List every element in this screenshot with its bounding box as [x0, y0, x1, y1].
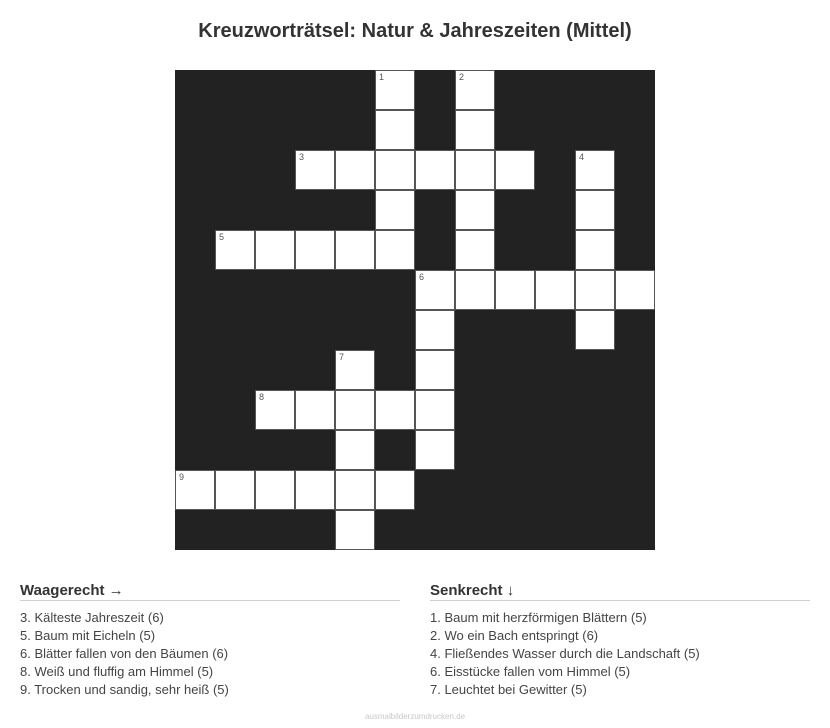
crossword-cell[interactable]	[575, 230, 615, 270]
across-clue: 8. Weiß und fluffig am Himmel (5)	[20, 664, 214, 679]
page-title: Kreuzworträtsel: Natur & Jahreszeiten (Mittel)	[198, 20, 632, 42]
down-clue: 7. Leuchtet bei Gewitter (5)	[430, 682, 587, 697]
crossword-cell[interactable]	[575, 190, 615, 230]
clue-number: 8	[259, 392, 265, 402]
clue-number: 1	[379, 72, 385, 82]
clue-number: 5	[219, 232, 225, 242]
across-clue: 9. Trocken und sandig, sehr heiß (5)	[20, 682, 229, 697]
crossword-cell[interactable]	[455, 70, 495, 110]
crossword-cell[interactable]	[415, 310, 455, 350]
crossword-cell[interactable]	[335, 390, 375, 430]
crossword-cell[interactable]	[215, 230, 255, 270]
clue-number: 4	[579, 152, 585, 162]
crossword-cell[interactable]	[495, 150, 535, 190]
crossword-cell[interactable]	[455, 150, 495, 190]
crossword-cell[interactable]	[375, 110, 415, 150]
clue-number: 2	[459, 72, 465, 82]
crossword-cell[interactable]	[335, 230, 375, 270]
footer-watermark: ausmalbilderzumdrucken.de	[364, 712, 466, 721]
crossword-cell[interactable]	[455, 230, 495, 270]
crossword-cell[interactable]	[335, 510, 375, 550]
down-clues	[430, 582, 810, 699]
crossword-cell[interactable]	[295, 470, 335, 510]
across-clue: 3. Kälteste Jahreszeit (6)	[20, 610, 164, 625]
crossword-cell[interactable]	[415, 390, 455, 430]
crossword-cell[interactable]	[575, 150, 615, 190]
clue-number: 7	[339, 352, 345, 362]
down-clue: 2. Wo ein Bach entspringt (6)	[430, 628, 599, 643]
crossword-cell[interactable]	[215, 470, 255, 510]
crossword-cell[interactable]	[375, 470, 415, 510]
down-clue: 1. Baum mit herzförmigen Blättern (5)	[430, 610, 647, 625]
crossword-cell[interactable]	[495, 270, 535, 310]
crossword-cell[interactable]	[255, 470, 295, 510]
crossword-cell[interactable]	[375, 70, 415, 110]
clue-number: 6	[419, 272, 425, 282]
crossword-cell[interactable]	[335, 470, 375, 510]
crossword-cell[interactable]	[335, 430, 375, 470]
crossword-cell[interactable]	[575, 270, 615, 310]
crossword-grid	[175, 70, 655, 550]
crossword-cell[interactable]	[335, 150, 375, 190]
crossword-cell[interactable]	[455, 190, 495, 230]
crossword-cell[interactable]	[415, 430, 455, 470]
crossword-cell[interactable]	[455, 270, 495, 310]
across-heading: Waagerecht →	[20, 582, 400, 601]
across-clue: 6. Blätter fallen von den Bäumen (6)	[20, 646, 229, 661]
crossword-cell[interactable]	[415, 270, 455, 310]
crossword-cell[interactable]	[295, 230, 335, 270]
crossword-cell[interactable]	[375, 150, 415, 190]
crossword-cell[interactable]	[255, 230, 295, 270]
clue-number: 9	[179, 472, 185, 482]
across-clues	[20, 582, 400, 699]
down-clue: 6. Eisstücke fallen vom Himmel (5)	[430, 664, 631, 679]
clue-number: 3	[299, 152, 305, 162]
crossword-cell[interactable]	[615, 270, 655, 310]
crossword-cell[interactable]	[415, 150, 455, 190]
crossword-cell[interactable]	[575, 310, 615, 350]
crossword-cell[interactable]	[295, 390, 335, 430]
crossword-cell[interactable]	[295, 150, 335, 190]
crossword-cell[interactable]	[415, 350, 455, 390]
crossword-cell[interactable]	[535, 270, 575, 310]
down-clue: 4. Fließendes Wasser durch die Landschaft (5)	[430, 646, 700, 661]
crossword-cell[interactable]	[375, 390, 415, 430]
down-heading: Senkrecht ↓	[430, 582, 810, 601]
crossword-cell[interactable]	[375, 190, 415, 230]
crossword-cell[interactable]	[455, 110, 495, 150]
crossword-cell[interactable]	[255, 390, 295, 430]
across-clue: 5. Baum mit Eicheln (5)	[20, 628, 156, 643]
crossword-cell[interactable]	[375, 230, 415, 270]
crossword-cell[interactable]	[335, 350, 375, 390]
crossword-cell[interactable]	[175, 470, 215, 510]
